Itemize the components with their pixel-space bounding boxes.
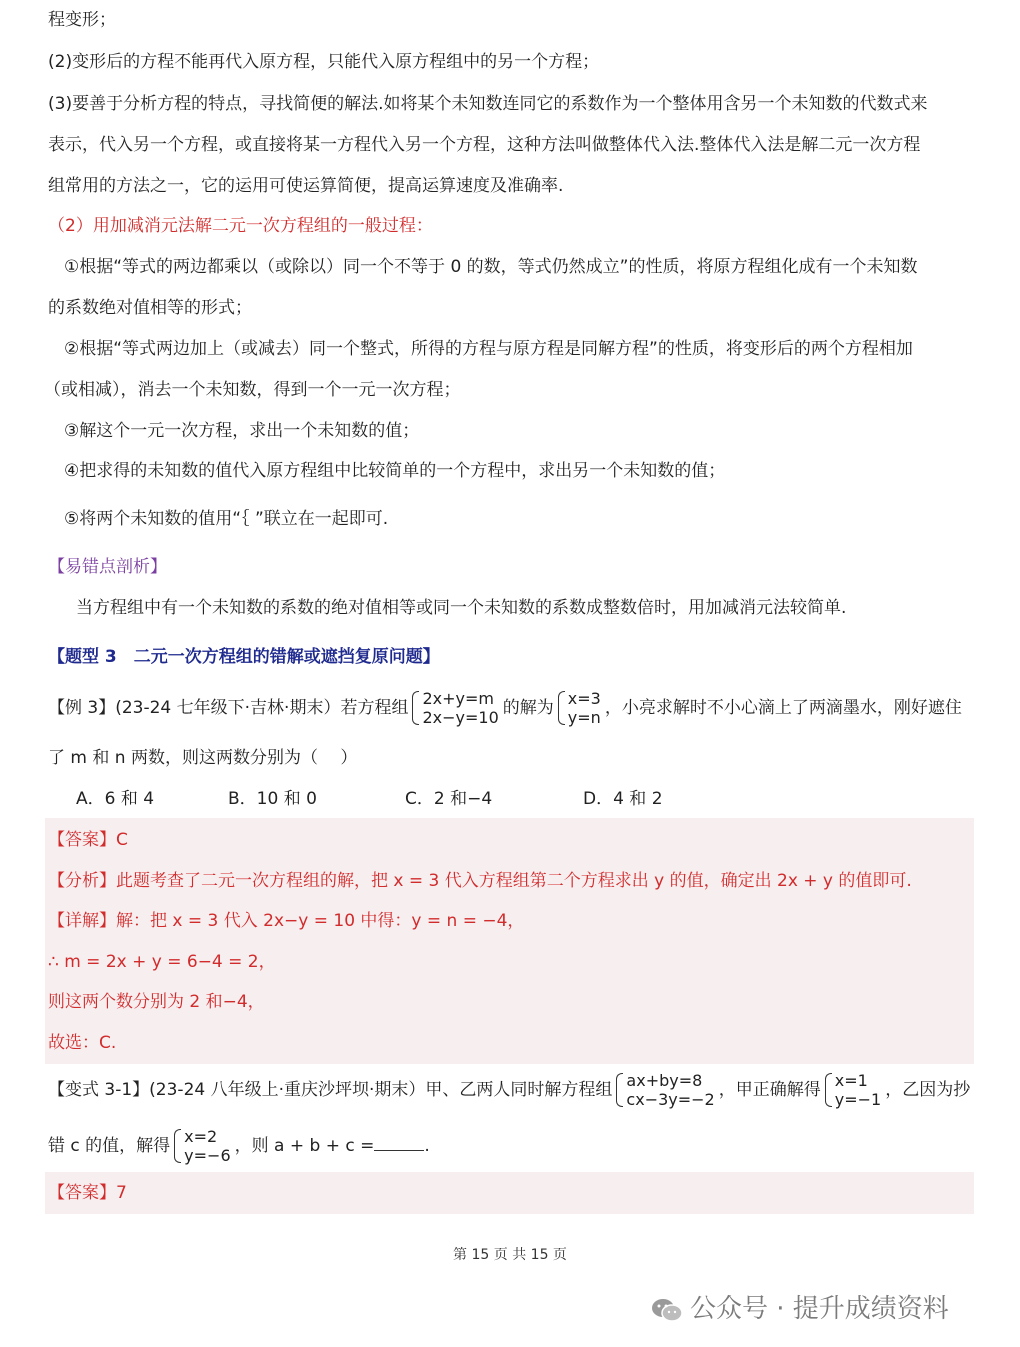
example3-eq2: 2x−y=10	[422, 708, 499, 727]
page-footer: 第 15 页 共 15 页	[453, 1247, 567, 1263]
method-heading: （2）用加减消元法解二元一次方程组的一般过程：	[48, 216, 433, 236]
variant31-prefix: 【变式 3-1】(23-24 八年级上·重庆沙坪坝·期末）甲、乙两人同时解方程组	[48, 1080, 613, 1100]
example3-mid: 的解为	[502, 698, 554, 718]
example3-sol1: x=3	[567, 689, 601, 708]
example3-prefix: 【例 3】(23-24 七年级下·吉林·期末）若方程组	[48, 698, 409, 718]
top-line-5: 组常用的方法之一，它的运用可使运算简便，提高运算速度及准确率.	[48, 176, 564, 196]
variant31-suffix: ，乙因为抄	[885, 1080, 971, 1100]
variant31-l2suffix: ，则 a + b + c =	[234, 1136, 375, 1156]
method-step-5: ⑤将两个未知数的值用“｛ ”联立在一起即可.	[64, 509, 389, 529]
example3-options	[76, 787, 663, 811]
option-b: B．10 和 0	[228, 789, 317, 809]
top-line-1: 程变形；	[48, 10, 116, 30]
option-c: C．2 和−4	[405, 789, 493, 809]
watermark	[650, 1288, 949, 1325]
method-step-1a: ①根据“等式的两边都乘以（或除以）同一个不等于 0 的数，等式仍然成立”的性质，将原方程组化成有一个未知数	[64, 257, 918, 277]
answer31-answer: 【答案】7	[48, 1183, 127, 1203]
method-step-4: ④把求得的未知数的值代入原方程组中比较简单的一个方程中，求出另一个未知数的值；	[64, 461, 726, 481]
top-line-4: 表示，代入另一个方程，或直接将某一方程代入另一个方程，这种方法叫做整体代入法.整体代入法是解二元一次方程	[48, 135, 921, 155]
answer3-analysis: 【分析】此题考查了二元一次方程组的解，把 x = 3 代入方程组第二个方程求出 y 的值，确定出 2x + y 的值即可.	[48, 871, 912, 891]
example3-sol2: y=n	[567, 708, 601, 727]
answer3-answer: 【答案】C	[48, 830, 128, 850]
answer-blank[interactable]	[374, 1136, 424, 1151]
variant31-sol2: y=−1	[834, 1090, 882, 1109]
variant31-sol3: x=2	[184, 1127, 218, 1146]
example3-eq1: 2x+y=m	[422, 689, 494, 708]
example3-system	[412, 689, 498, 727]
method-step-2a: ②根据“等式两边加上（或减去）同一个整式，所得的方程与原方程是同解方程”的性质，将变形后的两个方程相加	[64, 339, 913, 359]
variant31-solution-a	[825, 1071, 881, 1109]
example3-line2: 了 m 和 n 两数，则这两数分别为（ ）	[48, 748, 358, 768]
example3-line1	[48, 686, 962, 730]
method-step-3: ③解这个一元一次方程，求出一个未知数的值；	[64, 421, 420, 441]
variant31-solution-b	[174, 1127, 230, 1165]
variant31-mid: ，甲正确解得	[718, 1080, 821, 1100]
pitfall-label: 【易错点剖析】	[48, 557, 167, 577]
answer3-d4: 故选：C.	[48, 1033, 117, 1053]
type3-heading: 【题型 3 二元一次方程组的错解或遮挡复原问题】	[48, 647, 440, 667]
variant31-line1	[48, 1068, 970, 1112]
pitfall-text: 当方程组中有一个未知数的系数的绝对值相等或同一个未知数的系数成整数倍时，用加减消元法较简单.	[76, 598, 847, 618]
example3-solution	[558, 689, 601, 727]
variant31-sol1: x=1	[834, 1071, 868, 1090]
answer3-d2: ∴ m = 2x + y = 6−4 = 2，	[48, 952, 276, 972]
answer3-box	[45, 818, 974, 1064]
answer3-detail: 【详解】解：把 x = 3 代入 2x−y = 10 中得：y = n = −4，	[48, 911, 525, 931]
method-step-2b: （或相减），消去一个未知数，得到一个一元一次方程；	[44, 380, 461, 400]
option-a: A．6 和 4	[76, 789, 155, 809]
variant31-eq2: cx−3y=−2	[626, 1090, 715, 1109]
variant31-system	[616, 1071, 714, 1109]
variant31-l2end: .	[424, 1136, 430, 1156]
watermark-text: 公众号 · 提升成绩资料	[690, 1294, 949, 1324]
variant31-line2	[48, 1124, 430, 1168]
variant31-sol4: y=−6	[184, 1146, 231, 1165]
option-d: D．4 和 2	[583, 789, 663, 809]
answer31-box	[45, 1172, 974, 1214]
top-line-3: (3)要善于分析方程的特点，寻找简便的解法.如将某个未知数连同它的系数作为一个整体用含另一个未知数的代数式来	[48, 94, 928, 114]
wechat-icon	[650, 1297, 684, 1323]
answer3-d3: 则这两个数分别为 2 和−4，	[48, 992, 265, 1012]
top-line-2: (2)变形后的方程不能再代入原方程，只能代入原方程组中的另一个方程；	[48, 52, 600, 72]
variant31-l2prefix: 错 c 的值，解得	[48, 1136, 171, 1156]
method-step-1b: 的系数绝对值相等的形式；	[48, 298, 252, 318]
variant31-eq1: ax+by=8	[626, 1071, 703, 1090]
example3-suffix: ，小亮求解时不小心滴上了两滴墨水，刚好遮住	[604, 698, 962, 718]
